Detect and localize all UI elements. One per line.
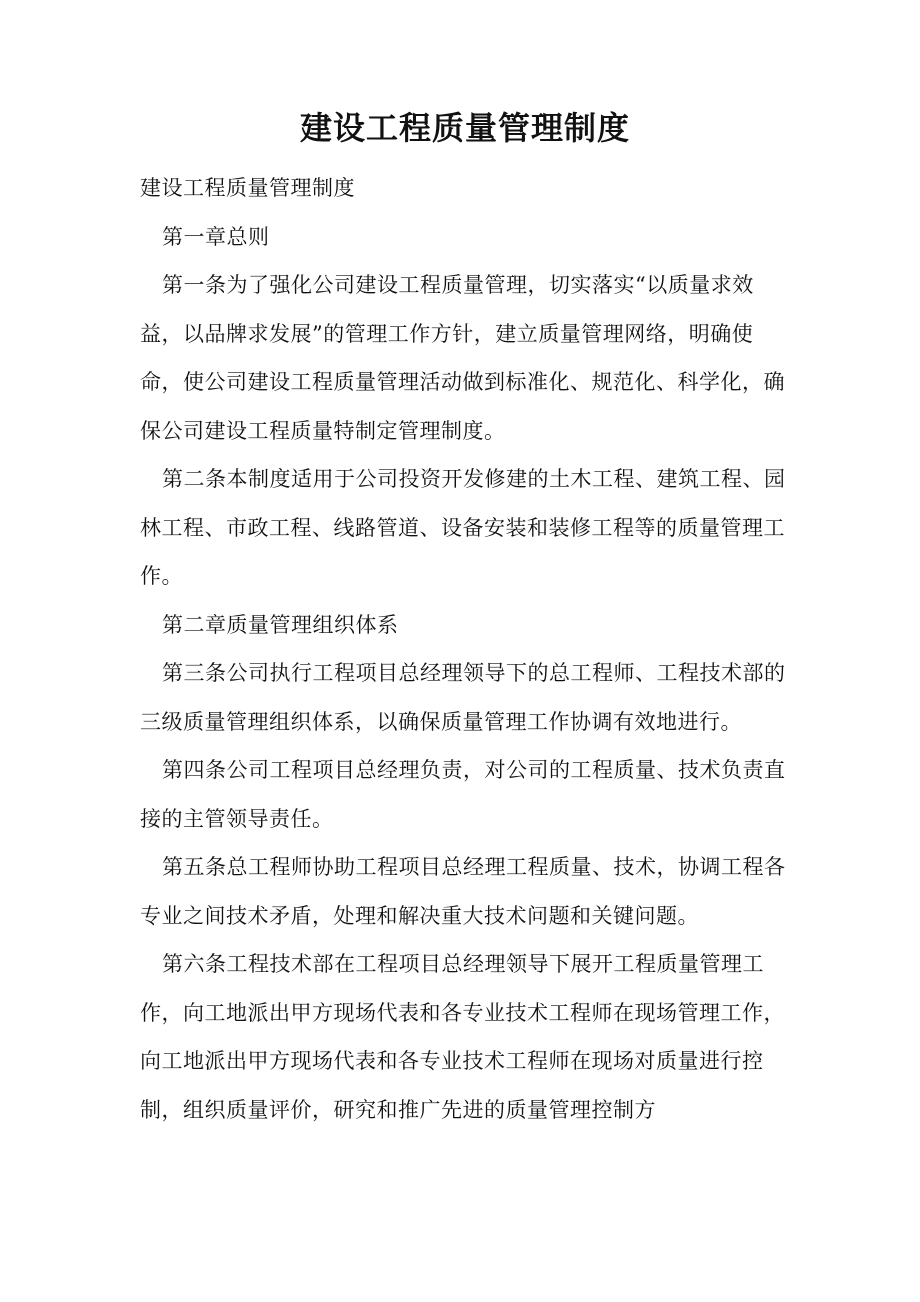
article-3-paragraph: 第三条公司执行工程项目总经理领导下的总工程师、工程技术部的三级质量管理组织体系，以确保质量管理工作协调有效地进行。 — [140, 661, 786, 734]
article-5-paragraph: 第五条总工程师协助工程项目总经理工程质量、技术，协调工程各专业之间技术矛盾，处理和解决重大技术问题和关键问题。 — [140, 855, 786, 928]
article-4-paragraph: 第四条公司工程项目总经理负责，对公司的工程质量、技术负责直接的主管领导责任。 — [140, 758, 786, 831]
article-2-paragraph: 第二条本制度适用于公司投资开发修建的土木工程、建筑工程、园林工程、市政工程、线路管道、设备安装和装修工程等的质量管理工作。 — [140, 467, 786, 588]
article-6-paragraph: 第六条工程技术部在工程项目总经理领导下展开工程质量管理工作，向工地派出甲方现场代表和各专业技术工程师在现场管理工作，向工地派出甲方现场代表和各专业技术工程师在现场对质量进行控制，组织质量评价，研究和推广先进的质量管理控制方 — [140, 952, 785, 1122]
chapter-heading-1: 第一章总则 — [162, 224, 270, 249]
document-title: 建设工程质量管理制度 — [299, 109, 630, 147]
article-1-paragraph: 第一条为了强化公司建设工程质量管理，切实落实“以质量求效益，以品牌求发展”的管理工作方针，建立质量管理网络，明确使命，使公司建设工程质量管理活动做到标准化、规范化、科学化，确保公司建设工程质量特制定管理制度。 — [140, 273, 785, 443]
subtitle-paragraph: 建设工程质量管理制度 — [140, 176, 355, 200]
chapter-heading-2: 第二章质量管理组织体系 — [162, 612, 399, 637]
